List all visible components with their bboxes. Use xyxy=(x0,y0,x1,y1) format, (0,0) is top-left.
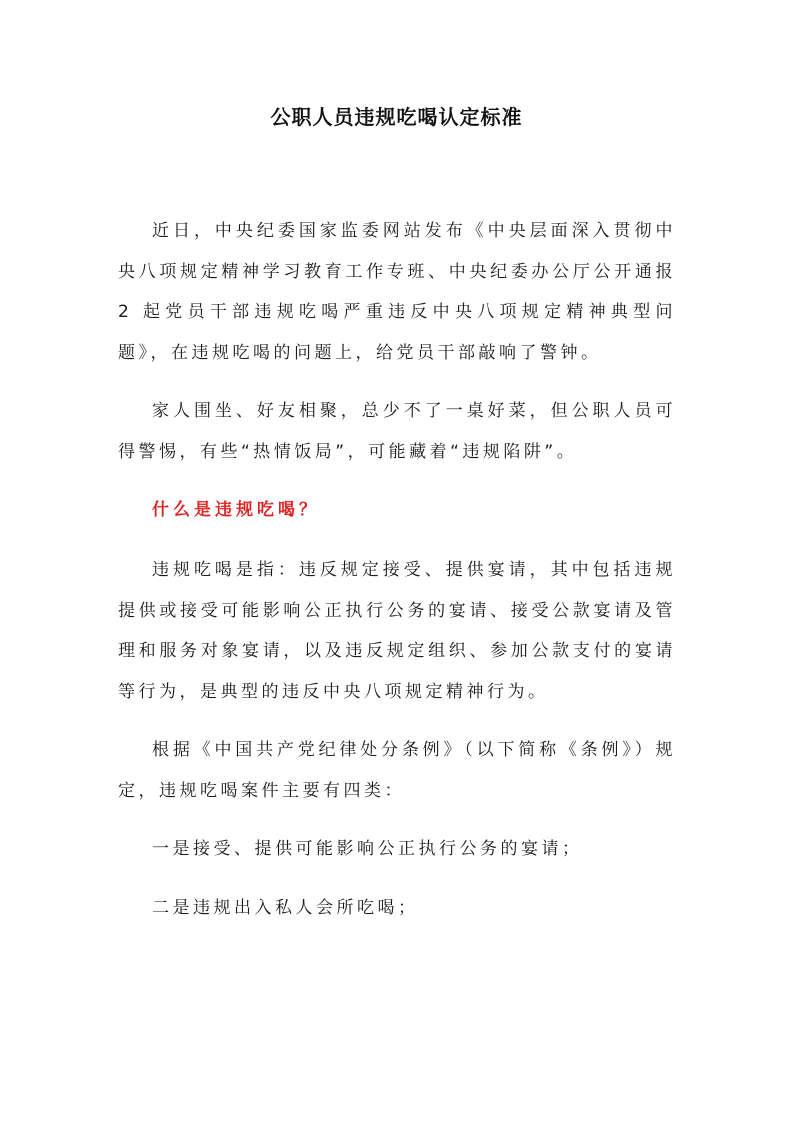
list-item-first-type: 一是接受、提供可能影响公正执行公务的宴请； xyxy=(152,839,583,859)
paragraph-definition: 违规吃喝是指：违反规定接受、提供宴请，其中包括违规提供或接受可能影响公正执行公务的宴请、接受公款宴请及管理和服务对象宴请，以及违反规定组织、参加公款支付的宴请等行为，是典型的违反中央八项规定精神行为。 xyxy=(118,560,676,702)
paragraph-regulation: 根据《中国共产党纪律处分条例》（以下简称《条例》）规定，违规吃喝案件主要有四类： xyxy=(118,740,676,801)
section-heading: 什么是违规吃喝？ xyxy=(152,500,320,520)
document-title: 公职人员违规吃喝认定标准 xyxy=(270,105,523,129)
list-item-second-type: 二是违规出入私人会所吃喝； xyxy=(152,897,419,918)
paragraph-warning: 家人围坐、好友相聚，总少不了一桌好菜，但公职人员可得警惕，有些“热情饭局”，可能藏着“违规陷阱”。 xyxy=(118,401,676,462)
document-body xyxy=(118,211,676,946)
paragraph-intro: 近日，中央纪委国家监委网站发布《中央层面深入贯彻中央八项规定精神学习教育工作专班、中央纪委办公厅公开通报 2 起党员干部违规吃喝严重违反中央八项规定精神典型问题》，在违规吃喝的问题上，给党员干部敲响了警钟。 xyxy=(118,221,676,363)
